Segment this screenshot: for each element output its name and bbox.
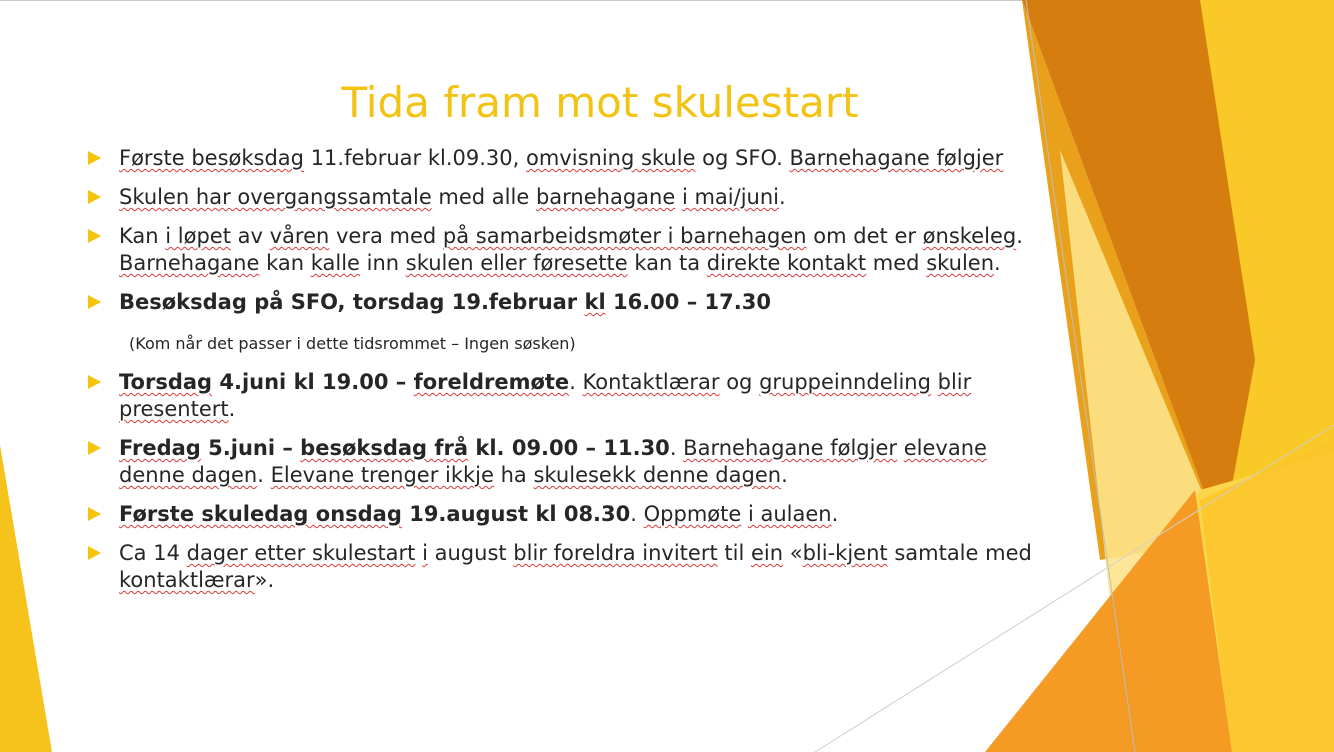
text-run: . xyxy=(781,463,788,487)
bullet-item xyxy=(88,501,1048,528)
text-run: . xyxy=(630,502,644,526)
text-run: i løpet xyxy=(165,224,231,248)
text-run: direkte kontakt xyxy=(706,251,867,275)
bullet-item xyxy=(88,289,1048,316)
text-run: barnehagane xyxy=(535,185,676,209)
text-run: kalle xyxy=(310,251,360,275)
bullet-arrow-icon xyxy=(88,507,101,521)
bullet-arrow-icon xyxy=(88,229,101,243)
text-run: Første besøksdag xyxy=(119,146,305,170)
text-run: Barnehagane følgjer xyxy=(683,436,898,460)
text-run: gruppeinndeling xyxy=(759,370,931,394)
text-run: 19.august kl 08.30 xyxy=(401,502,631,526)
text-run: Barnehagane xyxy=(119,251,260,275)
text-run: (Kom når det passer i dette tidsrommet – Ingen søsken) xyxy=(129,334,576,353)
text-run: skulesekk denne dagen xyxy=(533,463,782,487)
bullet-item xyxy=(88,145,1048,172)
text-run: . xyxy=(569,370,583,394)
text-run: Fredag xyxy=(119,436,201,460)
text-run: ønskeleg xyxy=(922,224,1017,248)
bullet-item xyxy=(88,223,1048,277)
text-run: . xyxy=(257,463,271,487)
text-run: « xyxy=(783,541,803,565)
text-run: omvisning skule xyxy=(526,146,696,170)
text-run xyxy=(897,436,904,460)
text-run: kontaktlærar xyxy=(119,568,255,592)
text-run xyxy=(675,185,682,209)
bullet-arrow-icon xyxy=(88,295,101,309)
text-run xyxy=(741,502,748,526)
text-run: elevane denne dagen xyxy=(119,436,987,487)
text-run: Kan xyxy=(119,224,166,248)
left-facet xyxy=(0,445,52,752)
bullet-item xyxy=(88,540,1048,594)
text-run: . xyxy=(669,436,684,460)
text-run: Skulen har overgangssamtale xyxy=(119,185,432,209)
bullet-list xyxy=(88,145,1048,594)
text-run: blir foreldra invitert xyxy=(513,541,718,565)
slide-title: Tida fram mot skulestart xyxy=(341,78,859,127)
text-run: Torsdag xyxy=(119,370,213,394)
text-run: besøksdag frå xyxy=(300,436,469,460)
text-run: august xyxy=(427,541,514,565)
text-run: med alle xyxy=(431,185,536,209)
text-run: 5.juni – xyxy=(200,436,301,460)
text-run: i xyxy=(422,541,428,565)
text-run: 4.juni kl 19.00 – xyxy=(212,370,414,394)
bullet-item xyxy=(88,184,1048,211)
text-run: til xyxy=(717,541,751,565)
text-run: samtale med xyxy=(887,541,1032,565)
text-run: på samarbeidsmøter i barnehagen xyxy=(442,224,807,248)
text-run: skulen xyxy=(926,251,995,275)
text-run xyxy=(931,370,938,394)
text-run: kl xyxy=(584,290,606,314)
text-run: om det er xyxy=(806,224,923,248)
text-run: kl. 09.00 – 11.30 xyxy=(468,436,670,460)
text-run: . xyxy=(779,185,786,209)
text-run: Oppmøte xyxy=(643,502,742,526)
text-run: 16.00 – 17.30 xyxy=(605,290,771,314)
bullet-arrow-icon xyxy=(88,441,101,455)
text-run: og SFO. xyxy=(695,146,790,170)
text-run: Første skuledag onsdag xyxy=(119,502,402,526)
bullet-arrow-icon xyxy=(88,190,101,204)
text-run: skulen eller føresette xyxy=(405,251,628,275)
text-run: bli-kjent xyxy=(802,541,888,565)
text-run: . xyxy=(831,502,839,526)
note-text xyxy=(88,330,1048,357)
text-run: ha xyxy=(493,463,534,487)
text-run: 11.februar kl.09.30, xyxy=(304,146,526,170)
bullet-item xyxy=(88,369,1048,423)
text-run: kan ta xyxy=(627,251,707,275)
text-run: inn xyxy=(359,251,406,275)
text-run: ein xyxy=(750,541,784,565)
text-run: Elevane trenger ikkje xyxy=(270,463,494,487)
text-run: ». xyxy=(254,568,275,592)
text-run: med xyxy=(866,251,927,275)
text-run: foreldremøte xyxy=(413,370,570,394)
text-run: dager etter skulestart xyxy=(186,541,416,565)
text-run: i aulaen xyxy=(747,502,832,526)
text-run: i mai/juni xyxy=(681,185,779,209)
text-run: og xyxy=(719,370,760,394)
text-run: Kontaktlærar xyxy=(582,370,720,394)
text-run: kan xyxy=(259,251,311,275)
bullet-arrow-icon xyxy=(88,375,101,389)
text-run: blir presentert xyxy=(119,370,972,421)
bullet-arrow-icon xyxy=(88,546,101,560)
text-run: Besøksdag på SFO, torsdag 19.februar xyxy=(119,290,585,314)
text-run: Ca 14 xyxy=(119,541,187,565)
bullet-arrow-icon xyxy=(88,151,101,165)
bullet-item xyxy=(88,435,1048,489)
text-run: . xyxy=(1016,224,1023,248)
text-run: . xyxy=(228,397,236,421)
text-run: våren xyxy=(269,224,330,248)
text-run: Barnehagane følgjer xyxy=(789,146,1004,170)
text-run: . xyxy=(994,251,1001,275)
text-run: vera med xyxy=(329,224,443,248)
text-run: av xyxy=(230,224,270,248)
